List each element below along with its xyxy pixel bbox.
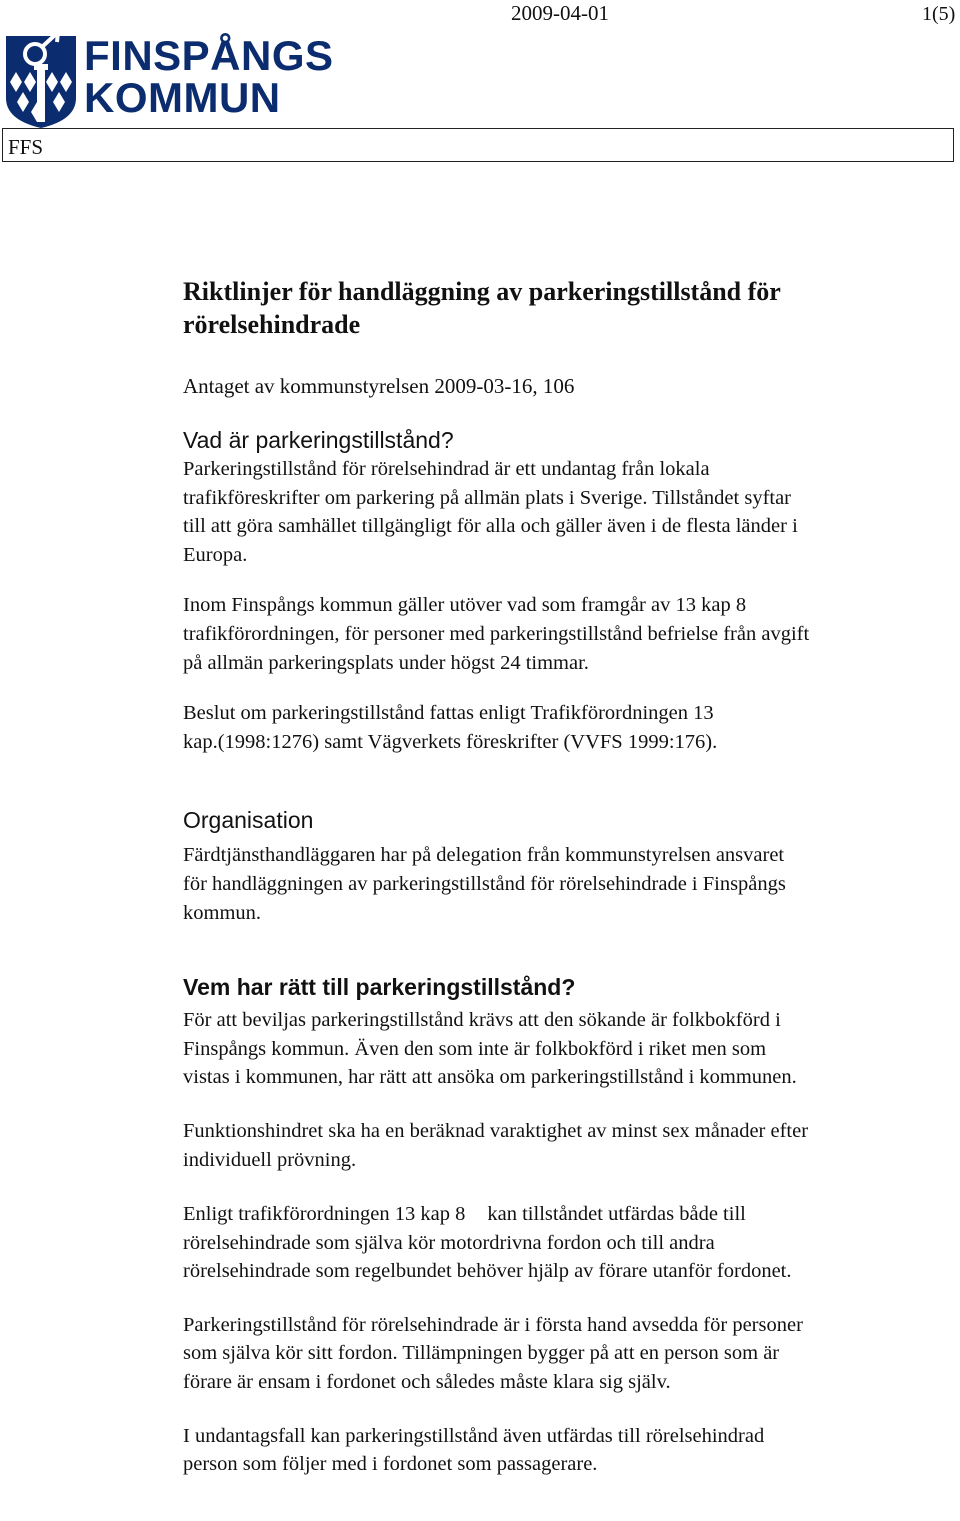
series-label-box	[2, 128, 954, 162]
series-label: FFS	[8, 135, 44, 159]
paragraph-what-2	[183, 591, 958, 677]
document-body	[183, 275, 958, 1479]
paragraph-who-4	[183, 1311, 958, 1397]
logo-text-kommun: KOMMUN	[84, 74, 281, 121]
text-line: trafikföreskrifter om parkering på allmän plats i Sverige. Tillståndet syftar	[183, 486, 792, 509]
text-line: kap.(1998:1276) samt Vägverkets föreskrifter (VVFS 1999:176).	[183, 730, 718, 753]
text-line: Parkeringstillstånd för rörelsehindrade är i första hand avsedda för personer	[183, 1313, 803, 1336]
text-line: För att beviljas parkeringstillstånd krävs att den sökande är folkbokförd i	[183, 1009, 781, 1032]
text-line: individuell prövning.	[183, 1148, 357, 1171]
text-line: Europa.	[183, 543, 248, 566]
text-line: Finspångs kommun. Även den som inte är folkbokförd i riket men som	[183, 1037, 767, 1060]
document-title	[183, 275, 958, 341]
text-line: till att göra samhället tillgängligt för alla och gäller även i de flesta länder i	[183, 515, 798, 538]
paragraph-what-3	[183, 699, 958, 756]
municipality-logo	[4, 24, 364, 130]
text-line: Funktionshindret ska ha en beräknad varaktighet av minst sex månader efter	[183, 1119, 809, 1142]
paragraph-who-3	[183, 1200, 958, 1286]
text-line: på allmän parkeringsplats under högst 24 timmar.	[183, 651, 589, 674]
text-line: I undantagsfall kan parkeringstillstånd även utfärdas till rörelsehindrad	[183, 1424, 765, 1447]
text-line: Inom Finspångs kommun gäller utöver vad som framgår av 13 kap 8	[183, 594, 747, 617]
text-line: Färdtjänsthandläggaren har på delegation från kommunstyrelsen ansvaret	[183, 844, 785, 867]
heading-what-is-permit: Vad är parkeringstillstånd?	[183, 427, 454, 453]
heading-who-is-eligible: Vem har rätt till parkeringstillstånd?	[183, 974, 576, 1001]
text-line: kommun.	[183, 901, 262, 924]
page-number: 1(5)	[922, 3, 956, 25]
text-line: Beslut om parkeringstillstånd fattas enligt Trafikförordningen 13	[183, 702, 714, 725]
logo-text-finspangs: FINSPÅNGS	[84, 32, 334, 79]
text-line: rörelsehindrade som själva kör motordrivna fordon och till andra	[183, 1231, 715, 1254]
text-line: Parkeringstillstånd för rörelsehindrad är ett undantag från lokala	[183, 458, 710, 480]
adoption-note: Antaget av kommunstyrelsen 2009-03-16, 106	[183, 374, 575, 398]
paragraph-what-1	[183, 455, 958, 569]
document-date: 2009-04-01	[511, 1, 609, 25]
paragraph-who-5	[183, 1422, 958, 1479]
text-line: person som följer med i fordonet som passagerare.	[183, 1453, 598, 1476]
document-title-line-1: Riktlinjer för handläggning av parkeringstillstånd för	[183, 277, 781, 306]
text-line: förare är ensam i fordonet och således måste klara sig själv.	[183, 1371, 671, 1394]
paragraph-who-2	[183, 1117, 958, 1174]
text-line: Enligt trafikförordningen 13 kap 8	[183, 1203, 466, 1226]
paragraph-organisation	[183, 841, 958, 927]
text-line: kan tillståndet utfärdas både till	[487, 1203, 746, 1226]
text-line: som själva kör sitt fordon. Tillämpningen bygger på att en person som är	[183, 1342, 780, 1365]
heading-organisation: Organisation	[183, 807, 314, 834]
text-line: rörelsehindrade som regelbundet behöver hjälp av förare utanför fordonet.	[183, 1260, 792, 1283]
text-line: för handläggningen av parkeringstillstånd för rörelsehindrade i Finspångs	[183, 872, 786, 895]
document-title-line-2: rörelsehindrade	[183, 310, 361, 339]
text-line: trafikförordningen, för personer med parkeringstillstånd befrielse från avgift	[183, 622, 810, 645]
text-line: vistas i kommunen, har rätt att ansöka om parkeringstillstånd i kommunen.	[183, 1066, 797, 1089]
paragraph-who-1	[183, 1006, 958, 1092]
